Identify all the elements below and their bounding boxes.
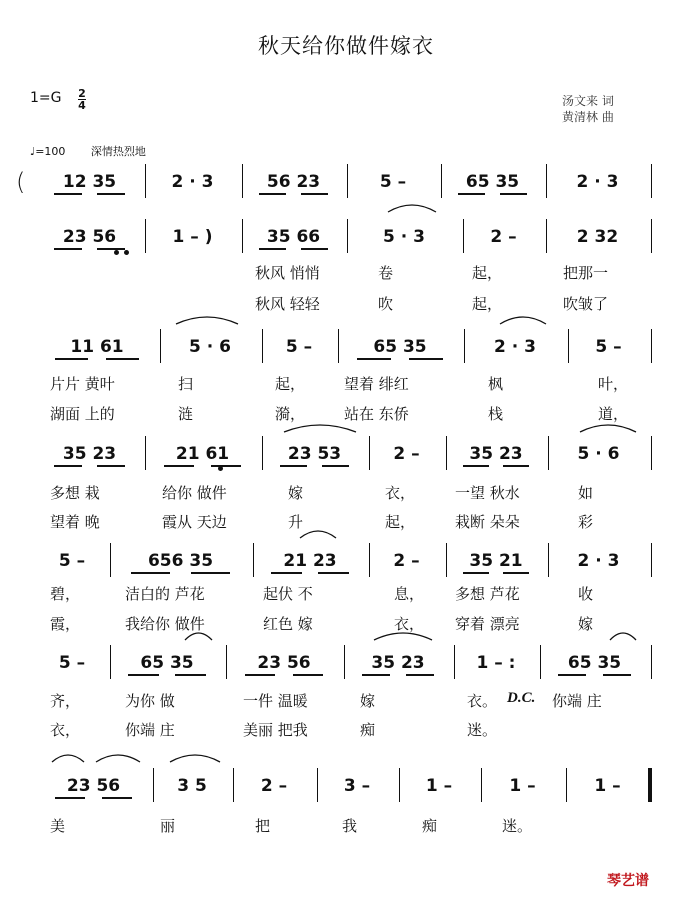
- lyric-verse2: 衣，: [394, 615, 425, 633]
- measure-notes: 65 35: [465, 172, 520, 192]
- measure-notes: 2 · 3: [171, 172, 214, 192]
- measure-notes: 23 56: [66, 776, 121, 796]
- measure-notes: 656 35: [147, 551, 214, 571]
- measure-notes: 5 –: [58, 653, 86, 673]
- measure-notes: 35 23: [62, 444, 117, 464]
- measure-notes: 1 –: [594, 776, 621, 796]
- measure-notes: 23 56: [62, 227, 117, 247]
- measure-notes: 3 –: [343, 776, 371, 796]
- measure-notes: 35 23: [371, 653, 425, 673]
- lyric-verse1: 丽: [160, 817, 176, 835]
- lyric-verse2: 升: [288, 513, 304, 531]
- lyric-verse2: 你端 庄: [125, 721, 175, 739]
- measure-notes: 2 –: [393, 551, 420, 571]
- slur-arc: [52, 755, 84, 762]
- slur-arc: [388, 205, 436, 212]
- lyric-verse2: 红色 嫁: [263, 615, 313, 633]
- lyric-verse2: 湖面 上的: [50, 405, 115, 423]
- lyric-verse1: 迷。: [502, 817, 533, 835]
- lyric-verse1: 衣，: [385, 484, 416, 502]
- time-signature: 2 4: [78, 87, 86, 112]
- lyric-verse1: 美: [50, 817, 66, 835]
- measure-notes: 5 –: [58, 551, 86, 571]
- measure-notes: 5 · 6: [189, 337, 231, 357]
- lyric-verse2: 站在 东侨: [344, 405, 409, 423]
- slur-arc: [170, 755, 220, 762]
- measure-notes: 65 35: [567, 653, 622, 673]
- lyric-verse2: 我给你 做件: [125, 615, 205, 633]
- slur-arc: [176, 317, 238, 324]
- lyric-verse2: 穿着 漂亮: [455, 615, 520, 633]
- measure-notes: 23 53: [287, 444, 342, 464]
- lyric-verse2: 望着 晚: [50, 513, 100, 531]
- measure-notes: 35 23: [469, 444, 523, 464]
- lyric-verse2: 涟: [178, 405, 194, 423]
- lyric-verse1: 一望 秋水: [455, 484, 520, 502]
- measure-notes: 1 – :: [476, 653, 516, 673]
- lyric-verse2: 霞，: [50, 615, 81, 633]
- lyric-verse1: 收: [578, 585, 594, 603]
- measure-notes: 3 5: [177, 776, 207, 796]
- measure-notes: 2 –: [490, 227, 517, 247]
- lyric-verse2: 栽断 朵朵: [455, 513, 520, 531]
- lyric-verse1: 息，: [394, 585, 425, 603]
- slur-arc: [300, 531, 336, 538]
- lyric-verse1: 叶，: [598, 375, 629, 393]
- measure-notes: 35 66: [266, 227, 321, 247]
- lyric-verse1: 嫁: [288, 484, 304, 502]
- lyric-verse1: 一件 温暖: [243, 692, 308, 710]
- measure-notes: 5 · 6: [577, 444, 620, 464]
- lyric-verse2: 秋风 轻轻: [255, 295, 320, 313]
- measure-notes: 2 · 3: [494, 337, 536, 357]
- slur-arc: [610, 633, 636, 640]
- measure-notes: 21 23: [283, 551, 337, 571]
- measure-notes: 2 –: [393, 444, 420, 464]
- lyric-verse1: 多想 栽: [50, 484, 100, 502]
- measure-notes: 65 35: [373, 337, 427, 357]
- lyric-verse1: 我: [342, 817, 358, 835]
- measure-notes: 12 35: [62, 172, 117, 192]
- lyric-verse2: 衣，: [50, 721, 81, 739]
- lyric-verse1: 起伏 不: [263, 585, 313, 603]
- repeat-paren: (: [16, 168, 26, 196]
- measure-notes: 1 – ): [172, 227, 213, 247]
- slur-arc: [580, 425, 636, 432]
- dc-mark: D.C.: [507, 690, 536, 706]
- slur-arc: [185, 633, 212, 640]
- lyricist: 汤文来 词: [562, 94, 614, 108]
- measure-notes: 11 61: [70, 337, 124, 357]
- measure-notes: 65 35: [140, 653, 194, 673]
- measure-notes: 23 56: [257, 653, 311, 673]
- song-title: 秋天给你做件嫁衣: [258, 34, 434, 58]
- lyric-verse2: 霞从 天边: [162, 513, 227, 531]
- lyric-verse2: 栈: [488, 405, 504, 423]
- lyric-verse1: 卷: [378, 264, 394, 282]
- measure-notes: 5 · 3: [383, 227, 425, 247]
- tempo-mark: ♩=100 深情热烈地: [30, 145, 146, 158]
- lyric-verse2: 起，: [385, 513, 416, 531]
- measure-notes: 5 –: [285, 337, 313, 357]
- measure-notes: 1 –: [509, 776, 536, 796]
- lyric-verse1: 把那一: [563, 264, 609, 282]
- slur-arc: [96, 755, 140, 762]
- measure-notes: 35 21: [469, 551, 523, 571]
- lyric-verse1: 多想 芦花: [455, 585, 520, 603]
- lyric-verse1: 秋风 悄悄: [255, 264, 320, 282]
- lyric-verse2: 美丽 把我: [243, 721, 308, 739]
- measure-notes: 2 · 3: [577, 551, 620, 571]
- lyric-verse1: 把: [255, 817, 271, 835]
- lyric-verse2: 迷。: [467, 721, 498, 739]
- lyric-verse1: 嫁: [360, 692, 376, 710]
- measure-notes: 56 23: [266, 172, 321, 192]
- lyric-verse1: 衣。: [467, 692, 498, 710]
- lyric-verse2: 吹: [378, 295, 394, 313]
- lyric-verse1: 为你 做: [125, 692, 175, 710]
- lyric-verse2: 痴: [360, 721, 376, 739]
- lyric-verse1: 枫: [488, 375, 504, 393]
- lyric-verse2: 嫁: [578, 615, 594, 633]
- measure-notes: 2 · 3: [576, 172, 619, 192]
- measure-notes: 5 –: [379, 172, 407, 192]
- lyric-verse1: 望着 绯红: [344, 375, 409, 393]
- lyric-verse1: 扫: [178, 375, 194, 393]
- lyric-verse2: 道，: [598, 405, 629, 423]
- lyric-verse1: 起，: [472, 264, 503, 282]
- lyric-verse1: 起，: [275, 375, 306, 393]
- lyric-verse1: 痴: [422, 817, 438, 835]
- lyric-verse2: 起，: [472, 295, 503, 313]
- key-signature: 1=G: [30, 90, 62, 106]
- lyric-verse2: 漪，: [275, 405, 306, 423]
- lyric-verse1: 齐，: [50, 692, 81, 710]
- lyric-verse1: 如: [578, 484, 594, 502]
- lyric-verse1: 你端 庄: [552, 692, 602, 710]
- measure-notes: 2 –: [260, 776, 288, 796]
- composer: 黄清林 曲: [562, 110, 614, 124]
- slur-arc: [500, 317, 546, 324]
- slur-arc: [374, 633, 432, 640]
- measure-notes: 5 –: [595, 337, 622, 357]
- lyric-verse1: 碧，: [50, 585, 81, 603]
- lyric-verse1: 片片 黄叶: [50, 375, 115, 393]
- site-logo: 琴艺谱: [607, 873, 649, 889]
- measure-notes: 2 32: [576, 227, 619, 247]
- lyric-verse2: 彩: [578, 513, 594, 531]
- lyric-verse1: 洁白的 芦花: [125, 585, 205, 603]
- measure-notes: 1 –: [425, 776, 453, 796]
- slur-arc: [284, 425, 356, 432]
- measure-notes: 21 61: [175, 444, 230, 464]
- lyric-verse2: 吹皱了: [563, 295, 609, 313]
- lyric-verse1: 给你 做件: [162, 484, 227, 502]
